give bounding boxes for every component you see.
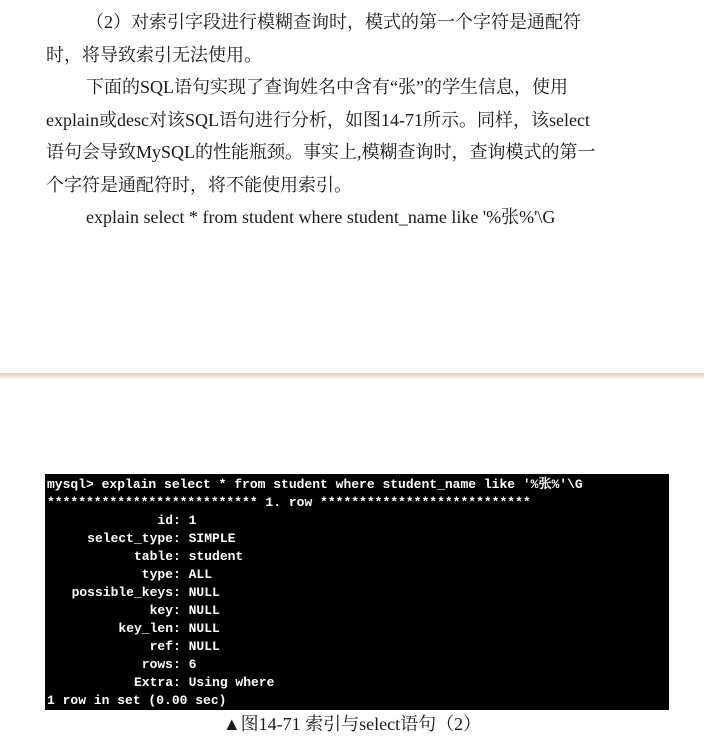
field-value: ALL — [188, 567, 213, 582]
field-value: NULL — [188, 621, 220, 636]
code-sample-line — [46, 201, 658, 234]
terminal-field-row: type: ALL — [45, 566, 669, 584]
terminal-row-header: *************************** 1. row *************************** — [47, 495, 531, 510]
field-key: id — [157, 513, 173, 528]
paragraph-1 — [46, 6, 658, 71]
field-key: key — [149, 603, 173, 618]
paragraph-2-line-3: 语句会导致MySQL的性能瓶颈。事实上,模糊查询时，查询模式的第一 — [46, 142, 596, 162]
field-value: SIMPLE — [188, 531, 236, 546]
document-body-text — [46, 6, 658, 234]
figure-caption: ▲图14-71 索引与select语句（2） — [222, 714, 482, 734]
field-key: ref — [149, 639, 173, 654]
mysql-terminal-screenshot — [45, 474, 669, 710]
terminal-command-line: mysql> explain select * from student where student_name like '%张%'\G — [47, 477, 583, 492]
field-key: key_len — [118, 621, 173, 636]
field-key: possible_keys — [71, 585, 173, 600]
field-value: NULL — [188, 585, 220, 600]
field-key: table — [133, 549, 173, 564]
terminal-field-row: ref: NULL — [45, 638, 669, 656]
terminal-field-row: table: student — [45, 548, 669, 566]
section-divider — [0, 373, 704, 378]
paragraph-1-line-1: （2）对索引字段进行模糊查询时，模式的第一个字符是通配符 — [86, 12, 581, 32]
field-value: 6 — [188, 657, 197, 672]
terminal-field-row: key_len: NULL — [45, 620, 669, 638]
field-key: rows — [141, 657, 173, 672]
field-value: Using where — [188, 675, 275, 690]
terminal-field-row: rows: 6 — [45, 656, 669, 674]
paragraph-2-line-2: explain或desc对该SQL语句进行分析，如图14-71所示。同样，该select — [46, 109, 590, 130]
field-value: 1 — [188, 513, 197, 528]
terminal-field-row: key: NULL — [45, 602, 669, 620]
field-value: student — [188, 549, 244, 564]
field-key: type — [141, 567, 173, 582]
terminal-field-row: select_type: SIMPLE — [45, 530, 669, 548]
field-value: NULL — [188, 639, 220, 654]
paragraph-2 — [46, 71, 658, 201]
explain-statement-text: explain select * from student where student_name like '%张%'\G — [86, 207, 556, 227]
field-key: Extra — [133, 675, 173, 690]
paragraph-2-line-4: 个字符是通配符时，将不能使用索引。 — [46, 174, 352, 195]
terminal-field-row: id: 1 — [45, 512, 669, 530]
paragraph-2-line-1: 下面的SQL语句实现了查询姓名中含有“张”的学生信息，使用 — [86, 77, 568, 97]
field-key: select_type — [87, 531, 173, 546]
field-value: NULL — [188, 603, 220, 618]
paragraph-1-line-2: 时，将导致索引无法使用。 — [46, 44, 262, 65]
terminal-field-row: Extra: Using where — [45, 674, 669, 692]
terminal-field-row: possible_keys: NULL — [45, 584, 669, 602]
terminal-footer: 1 row in set (0.00 sec) — [47, 693, 227, 708]
